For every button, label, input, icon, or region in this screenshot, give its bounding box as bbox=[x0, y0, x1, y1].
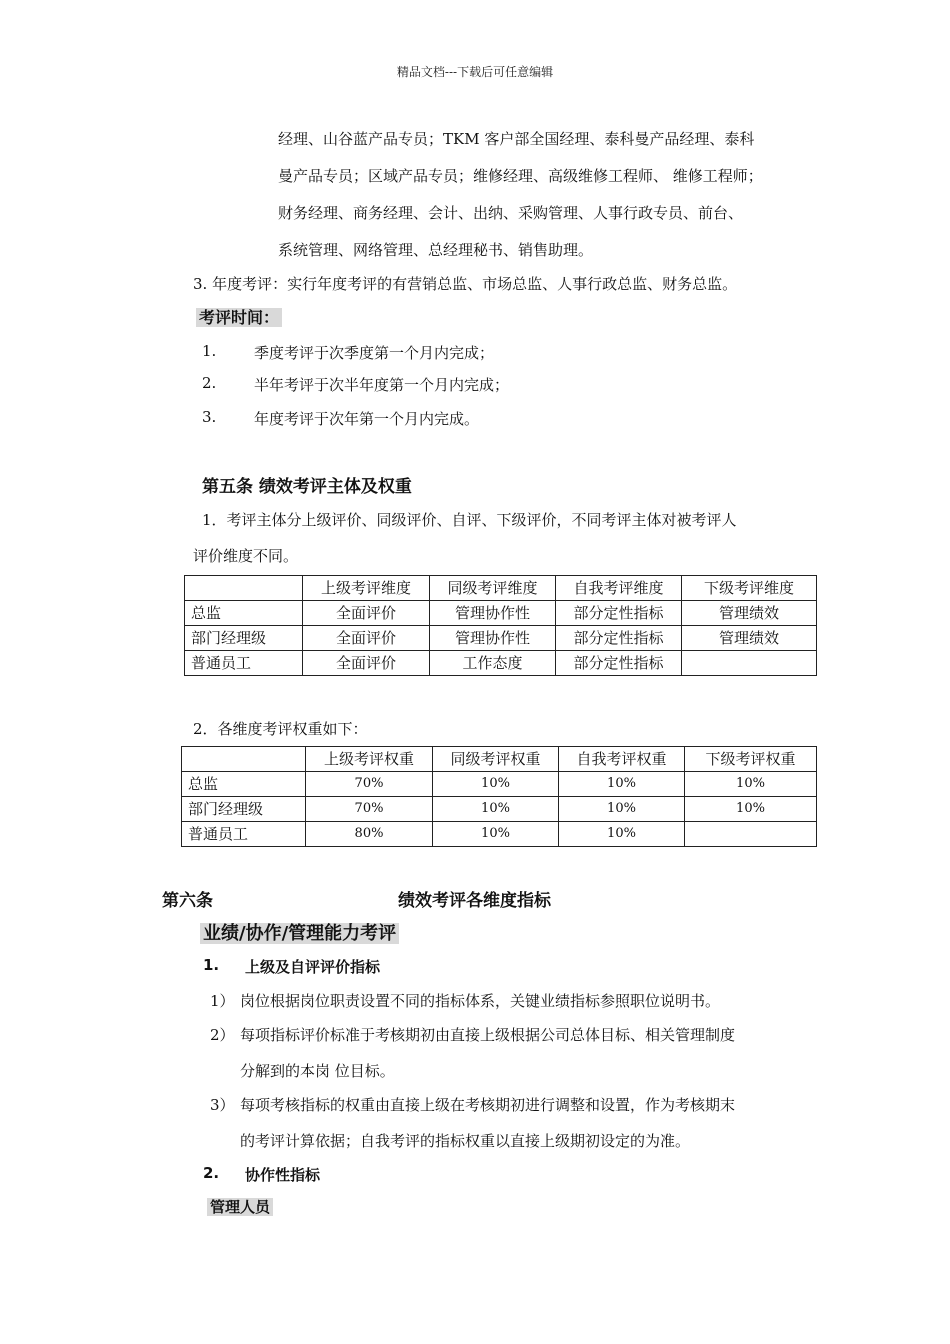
item-2-num: 2. bbox=[203, 1164, 220, 1182]
table-cell: 部分定性指标 bbox=[556, 626, 682, 651]
table-cell: 70% bbox=[306, 772, 433, 797]
table-cell: 管理协作性 bbox=[430, 626, 556, 651]
table-cell: 管理绩效 bbox=[682, 601, 817, 626]
table-cell: 部门经理级 bbox=[182, 797, 306, 822]
table-cell bbox=[682, 651, 817, 676]
management-staff-heading-text: 管理人员 bbox=[207, 1198, 273, 1216]
page-header: 精品文档---下载后可任意编辑 bbox=[396, 65, 554, 79]
table-cell: 10% bbox=[433, 797, 559, 822]
table-cell: 总监 bbox=[182, 772, 306, 797]
table-cell: 管理绩效 bbox=[682, 626, 817, 651]
table-row bbox=[182, 772, 817, 797]
evaluation-dimension-table bbox=[184, 575, 817, 676]
sub-3-num: 3） bbox=[210, 1096, 235, 1114]
table-cell: 全面评价 bbox=[303, 601, 430, 626]
sub-3-line-1: 每项考核指标的权重由直接上级在考核期初进行调整和设置，作为考核期末 bbox=[240, 1096, 736, 1114]
table-header-cell bbox=[185, 576, 303, 601]
sub-3-line-2: 的考评计算依据；自我考评的指标权重以直接上级期初设定的为准。 bbox=[240, 1132, 691, 1150]
intro-line-4: 系统管理、网络管理、总经理秘书、销售助理。 bbox=[278, 241, 594, 259]
intro-line-3: 财务经理、商务经理、会计、出纳、采购管理、人事行政专员、前台、 bbox=[278, 204, 744, 222]
table-header-cell: 上级考评维度 bbox=[303, 576, 430, 601]
sub-2-line-2: 分解到的本岗 位目标。 bbox=[240, 1062, 395, 1080]
management-staff-heading bbox=[207, 1196, 273, 1217]
table-header-cell: 上级考评权重 bbox=[306, 747, 433, 772]
sub-1-text: 岗位根据岗位职责设置不同的指标体系，关键业绩指标参照职位说明书。 bbox=[240, 992, 721, 1010]
item-1-num: 1. bbox=[203, 956, 220, 974]
article-5-para-1-line-2: 评价维度不同。 bbox=[193, 547, 299, 565]
table-cell: 部分定性指标 bbox=[556, 651, 682, 676]
table-cell: 部门经理级 bbox=[185, 626, 303, 651]
sub-1-num: 1） bbox=[210, 992, 235, 1010]
table-cell: 10% bbox=[685, 772, 817, 797]
table-cell: 部分定性指标 bbox=[556, 601, 682, 626]
review-time-heading-text: 考评时间： bbox=[196, 308, 282, 327]
time-item-3-text: 年度考评于次年第一个月内完成。 bbox=[254, 410, 480, 428]
article-6-title: 绩效考评各维度指标 bbox=[398, 891, 551, 911]
annual-review-item: 3. 年度考评：实行年度考评的有营销总监、市场总监、人事行政总监、财务总监。 bbox=[193, 275, 738, 293]
table-row bbox=[182, 822, 817, 847]
table-cell: 10% bbox=[433, 822, 559, 847]
table-header-cell bbox=[182, 747, 306, 772]
table-cell: 70% bbox=[306, 797, 433, 822]
article-6-subheading-text: 业绩/协作/管理能力考评 bbox=[200, 923, 399, 944]
table-header-cell: 同级考评维度 bbox=[430, 576, 556, 601]
table-cell: 普通员工 bbox=[185, 651, 303, 676]
table-header-row bbox=[182, 747, 817, 772]
table-cell bbox=[685, 822, 817, 847]
table-cell: 10% bbox=[433, 772, 559, 797]
table-cell: 全面评价 bbox=[303, 651, 430, 676]
time-item-1-num: 1. bbox=[202, 342, 217, 360]
sub-2-num: 2） bbox=[210, 1026, 235, 1044]
sub-2-line-1: 每项指标评价标准于考核期初由直接上级根据公司总体目标、相关管理制度 bbox=[240, 1026, 736, 1044]
item-1-title: 上级及自评评价指标 bbox=[245, 958, 381, 976]
table-header-cell: 下级考评权重 bbox=[685, 747, 817, 772]
article-6-subheading bbox=[200, 919, 399, 945]
table-cell: 管理协作性 bbox=[430, 601, 556, 626]
table-header-cell: 自我考评维度 bbox=[556, 576, 682, 601]
time-item-3-num: 3. bbox=[202, 408, 217, 426]
article-5-para-1-line-1: 1．考评主体分上级评价、同级评价、自评、下级评价，不同考评主体对被考评人 bbox=[202, 511, 737, 529]
table-cell: 10% bbox=[559, 772, 685, 797]
table-header-cell: 同级考评权重 bbox=[433, 747, 559, 772]
intro-line-1: 经理、山谷蓝产品专员；TKM 客户部全国经理、泰科曼产品经理、泰科 bbox=[278, 130, 755, 148]
table-cell: 10% bbox=[685, 797, 817, 822]
time-item-2-num: 2. bbox=[202, 374, 217, 392]
table-header-cell: 下级考评维度 bbox=[682, 576, 817, 601]
table-cell: 工作态度 bbox=[430, 651, 556, 676]
table-cell: 10% bbox=[559, 822, 685, 847]
time-item-1-text: 季度考评于次季度第一个月内完成； bbox=[254, 344, 495, 362]
evaluation-weight-table bbox=[181, 746, 817, 847]
review-time-heading bbox=[196, 305, 282, 328]
table-cell: 全面评价 bbox=[303, 626, 430, 651]
article-5-title: 第五条 绩效考评主体及权重 bbox=[202, 477, 412, 497]
time-item-2-text: 半年考评于次半年度第一个月内完成； bbox=[254, 376, 510, 394]
table-row bbox=[185, 601, 817, 626]
table-row bbox=[185, 626, 817, 651]
article-6-label: 第六条 bbox=[162, 891, 213, 911]
item-2-title: 协作性指标 bbox=[245, 1166, 321, 1184]
table-cell: 10% bbox=[559, 797, 685, 822]
table-row bbox=[182, 797, 817, 822]
intro-line-2: 曼产品专员；区域产品专员；维修经理、高级维修工程师、 维修工程师； bbox=[278, 167, 763, 185]
table-cell: 普通员工 bbox=[182, 822, 306, 847]
table-row bbox=[185, 651, 817, 676]
table-header-cell: 自我考评权重 bbox=[559, 747, 685, 772]
table-cell: 总监 bbox=[185, 601, 303, 626]
article-5-para-2: 2．各维度考评权重如下： bbox=[193, 720, 368, 738]
table-cell: 80% bbox=[306, 822, 433, 847]
table-header-row bbox=[185, 576, 817, 601]
